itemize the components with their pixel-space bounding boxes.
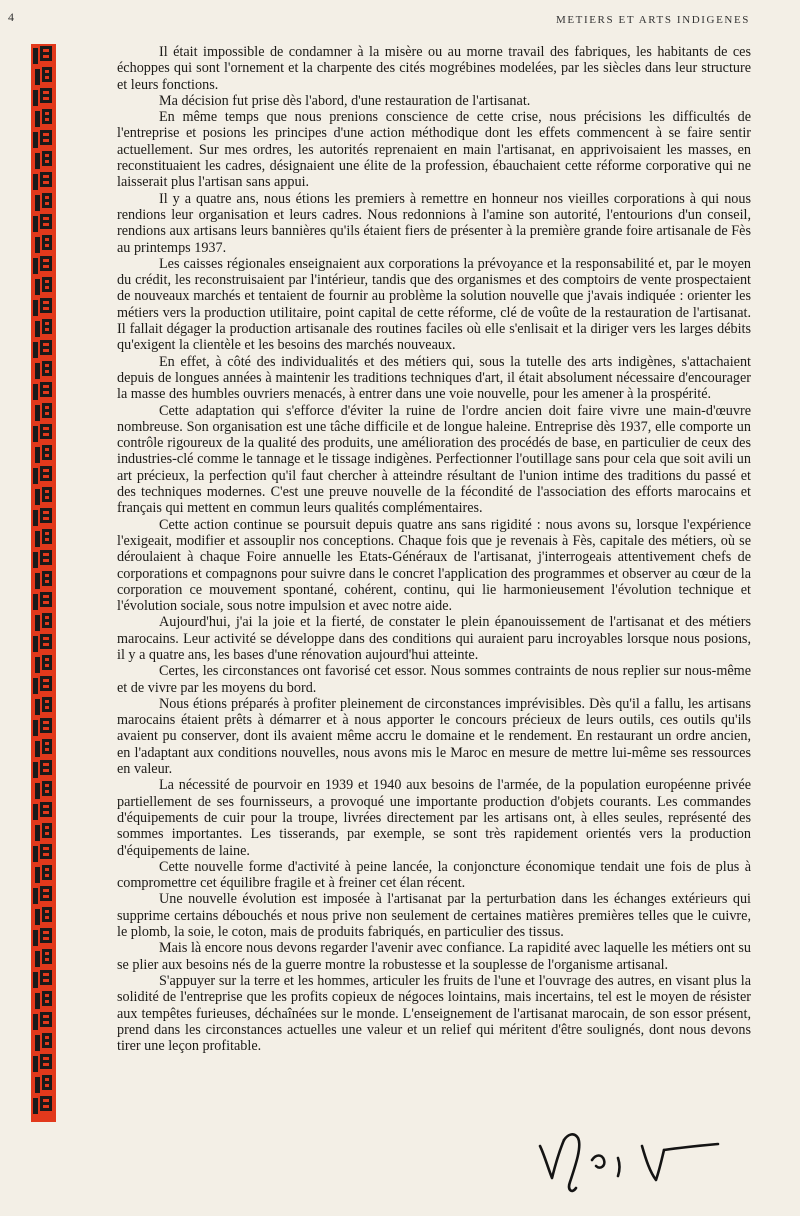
ornament-motif (33, 550, 52, 568)
ornament-motif (35, 445, 52, 463)
ornament-motif (35, 487, 52, 505)
paragraph: Les caisses régionales enseignaient aux corporations la prévoyance et la responsabilité et, par le moyen du crédit, les reconstruisaient par l'intérieur, tandis que des organismes et des comptoirs de vente prospectaient de nouveaux marchés et tentaient de fournir au problème la solution nouvelle que j'avais indiquée : orienter les métiers vers la production utilitaire, point capital de cette réforme, clé de voûte de la restauration de l'artisanat. Il fallait dégager la production artisanale des routines faciles où elle s'enlisait et la diriger vers les larges débits qu'exigent la clientèle et les besoins des marchés nouveaux. (117, 255, 751, 354)
page-number: 4 (8, 10, 14, 24)
ornament-motif (33, 88, 52, 106)
ornament-motif (33, 1096, 52, 1114)
ornament-motif (35, 571, 52, 589)
ornament-motif (33, 130, 52, 148)
ornament-motif (35, 361, 52, 379)
ornament-motif (35, 277, 52, 295)
ornament-motif (35, 991, 52, 1009)
ornament-motif (33, 1012, 52, 1030)
ornament-motif (35, 865, 52, 883)
paragraph: La nécessité de pourvoir en 1939 et 1940 aux besoins de l'armée, de la population européenne privée partiellement de ses fournisseurs, a provoqué une importante production d'objets courants. Les commandes d'équipements de cuir pour la troupe, livrées directement par les artisans ont, à elles seules, représenté des sommes importantes. Les tisserands, par exemple, se sont très rapidement orientés vers la production d'équipements de laine. (117, 777, 751, 859)
paragraph: Mais là encore nous devons regarder l'avenir avec confiance. La rapidité avec laquelle les métiers ont su se plier aux besoins nés de la guerre montre la robustesse et la souplesse de l'organisme artisanal. (117, 940, 751, 973)
ornament-motif (35, 67, 52, 85)
paragraph: Il y a quatre ans, nous étions les premiers à remettre en honneur nos vieilles corporations à qui nous rendions leur organisation et leurs cadres. Nous redonnions à l'amine son autorité, l'entourions d'un conseil, rendions aux artisans leurs bannières qu'ils étaient fiers de présenter à la première grande foire artisanale de Fès au printemps 1937. (117, 190, 751, 256)
ornament-motif (33, 718, 52, 736)
decorative-ornament-strip (31, 44, 56, 1122)
paragraph: Une nouvelle évolution est imposée à l'artisanat par la perturbation dans les échanges extérieurs qui supprime certains débouchés et nous prive non seulement de certaines matières premières telles que le cuivre, le plomb, la soie, le coton, mais de produits fabriqués, en particulier des tissus. (117, 891, 751, 941)
ornament-motif (33, 46, 52, 64)
ornament-motif (33, 760, 52, 778)
ornament-motif (33, 172, 52, 190)
ornament-motif (33, 508, 52, 526)
ornament-motif (35, 655, 52, 673)
paragraph: En effet, à côté des individualités et des métiers qui, sous la tutelle des arts indigènes, s'attachaient depuis de longues années à maintenir les traditions techniques d'art, il était absolument nécessaire d'encourager la masse des humbles ouvriers menacés, à entrer dans une voie nouvelle, pour les amener à la prospérité. (117, 353, 751, 403)
ornament-motif (35, 823, 52, 841)
ornament-motif (35, 193, 52, 211)
ornament-motif (35, 1075, 52, 1093)
ornament-motif (33, 802, 52, 820)
ornament-motif (35, 109, 52, 127)
ornament-motif (35, 697, 52, 715)
signature-drawing (534, 1124, 724, 1204)
ornament-motif (33, 214, 52, 232)
paragraph: Cette nouvelle forme d'activité à peine lancée, la conjoncture économique tendait une fois de plus à compromettre cet équilibre fragile et à freiner cet élan récent. (117, 858, 751, 892)
paragraph: Il était impossible de condamner à la misère ou au morne travail des fabriques, les habitants de ces échoppes qui sont l'ornement et la charpente des cités mogrébines modelées, par les siècles dans leur structure et leurs fonctions. (117, 44, 751, 93)
ornament-motif (35, 529, 52, 547)
running-header: METIERS ET ARTS INDIGENES (555, 14, 750, 26)
paragraph: S'appuyer sur la terre et les hommes, articuler les fruits de l'une et l'ouvrage des autres, en visant plus la solidité de l'entreprise que les profits copieux de négoces lointains, mais incertains, tel est le moyen de résister aux tempêtes furieuses, déchaînées sur le monde. L'enseignement de l'artisanat marocain, de son essor présent, prend dans les circonstances actuelles une valeur et un relief qui méritent d'être soulignés, dont nous devons tirer une leçon profitable. (117, 972, 751, 1055)
ornament-pattern (31, 44, 56, 1122)
ornament-motif (33, 298, 52, 316)
ornament-motif (35, 613, 52, 631)
ornament-motif (33, 886, 52, 904)
ornament-motif (35, 1033, 52, 1051)
handwritten-signature (534, 1124, 724, 1209)
ornament-motif (33, 424, 52, 442)
ornament-motif (35, 319, 52, 337)
paragraph: Nous étions préparés à profiter pleinement de circonstances imprévisibles. Dès qu'il a fallu, les artisans marocains étaient prêts à démarrer et à nous apporter le concours précieux de leurs outils, ces outils qu'ils avaient pu conserver, dont ils avaient même accru le domaine et le rendement. En restaurant un ordre ancien, en l'adaptant aux conditions nouvelles, nous avons mis le Maroc en mesure de mettre lui-même ses ressources en valeur. (117, 695, 751, 778)
paragraph: En même temps que nous prenions conscience de cette crise, nous précisions les difficultés de l'entreprise et posions les principes d'une action méthodique dont les effets commencent à se faire sentir actuellement. Sur mes ordres, les autorités reprenaient en main l'artisanat, en apprivoisaient les masses, en reconstituaient les cadres, désignaient une élite de la profession, ébauchaient cette réforme corporative qui ne laisserait plus l'artisan sans appui. (117, 109, 751, 191)
paragraph: Ma décision fut prise dès l'abord, d'une restauration de l'artisanat. (159, 92, 531, 109)
ornament-motif (35, 781, 52, 799)
ornament-motif (33, 676, 52, 694)
ornament-motif (35, 907, 52, 925)
ornament-motif (33, 466, 52, 484)
ornament-motif (35, 739, 52, 757)
paragraph: Cette adaptation qui s'efforce d'éviter la ruine de l'ordre ancien doit faire vivre une main-d'œuvre nombreuse. Son organisation est une tâche difficile et de longue haleine. Entreprise dès 1937, elle comporte un contrôle rigoureux de la qualité des produits, une amélioration des procédés de base, en particulier de ceux des industries-clé comme le tannage et le tissage indigènes. Perfectionner l'outillage sans pour cela que soit avili un art précieux, la perfection qu'il faut chercher à atteindre résultant de l'union intime des traditions du passé et des techniques modernes. C'est une preuve nouvelle de la fécondité de l'association des efforts marocains et français qui mettent en commun leurs qualités complémentaires. (117, 402, 751, 517)
ornament-motif (35, 403, 52, 421)
ornament-motif (33, 634, 52, 652)
ornament-motif (33, 970, 52, 988)
ornament-motif (35, 151, 52, 169)
ornament-motif (33, 1054, 52, 1072)
ornament-motif (33, 382, 52, 400)
paragraph: Cette action continue se poursuit depuis quatre ans sans rigidité : nous avons su, lorsque l'expérience l'exigeait, modifier et assouplir nos conceptions. Chaque fois que je revenais à Fès, capitale des métiers, où se déroulaient à chaque Foire annuelle les Etats-Généraux de l'artisanat, j'interrogeais attentivement chefs de corporations et compagnons pour suivre dans le concret l'application des programmes et observer au cœur de la corporation ce mouvement spontané, cohérent, continu, qui lie harmonieusement l'évolution technique et l'évolution sociale, sous notre impulsion et avec notre aide. (117, 516, 751, 615)
ornament-motif (35, 949, 52, 967)
ornament-motif (33, 592, 52, 610)
paragraph: Certes, les circonstances ont favorisé cet essor. Nous sommes contraints de nous replier sur nous-même et de vivre par les moyens du bord. (117, 663, 751, 696)
ornament-motif (33, 928, 52, 946)
ornament-motif (33, 340, 52, 358)
ornament-motif (33, 256, 52, 274)
article-body (117, 44, 751, 1054)
ornament-motif (35, 235, 52, 253)
paragraph: Aujourd'hui, j'ai la joie et la fierté, de constater le plein épanouissement de l'artisanat et des métiers marocains. Leur activité se développe dans des conditions qui auraient paru incroyables lorsque nous posions, il y a quatre ans, les bases d'une rénovation aujourd'hui atteinte. (117, 614, 751, 663)
ornament-motif (33, 844, 52, 862)
